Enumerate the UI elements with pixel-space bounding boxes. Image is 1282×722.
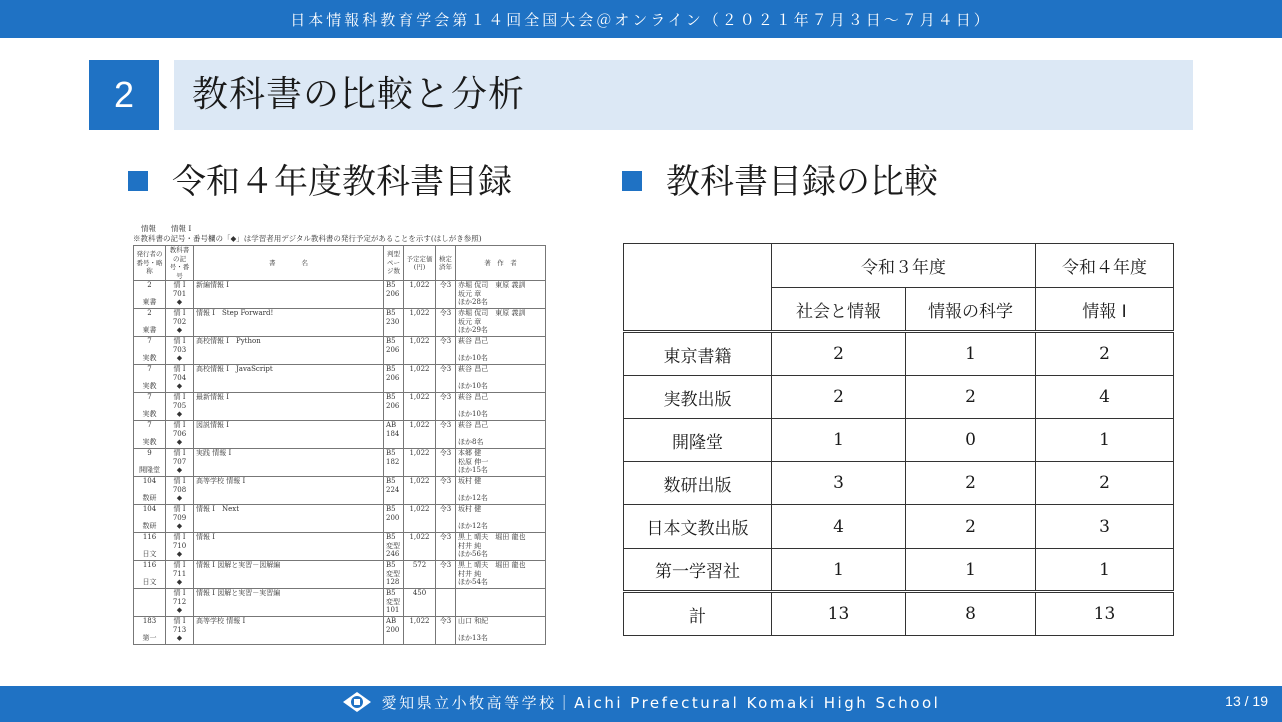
subject-header: 情報の科学 (906, 288, 1036, 332)
author-cell (456, 477, 546, 505)
title-cell: 高等学校 情報 I (194, 477, 384, 505)
section-title: 教科書の比較と分析 (192, 74, 526, 115)
digital-mark-icon: ◆ (176, 466, 183, 474)
book-number: 701 (172, 289, 187, 298)
page-count: 101 (386, 606, 400, 614)
page-count: 224 (386, 485, 400, 494)
value-cell: 1 (772, 419, 906, 462)
book-number: 708 (172, 485, 187, 494)
comparison-corner-cell (624, 244, 772, 332)
table-row (134, 561, 546, 589)
approved-year-cell: 令3 (436, 421, 456, 449)
price-cell: 1,022 (404, 477, 436, 505)
author-line: ほか15名 (458, 466, 488, 474)
author-cell (456, 449, 546, 477)
title-cell: 最新情報 I (194, 393, 384, 421)
subject-code: 情 I (173, 589, 186, 597)
author-cell (456, 393, 546, 421)
format-cell (384, 533, 404, 561)
publisher-cell (134, 505, 166, 533)
author-line: ほか10名 (458, 410, 488, 418)
author-line: ほか54名 (458, 578, 488, 586)
title-cell: 情報 I 図解と実習－実習編 (194, 589, 384, 617)
author-cell (456, 421, 546, 449)
section-title-box (174, 60, 1193, 130)
publisher-number: 183 (142, 617, 157, 625)
table-row (624, 419, 1174, 462)
catalog-note: ※教科書の記号・番号欄の「◆」は学習者用デジタル教科書の発行予定があることを示す(はしがき参照) (133, 234, 482, 243)
publisher-abbrev: 数研 (142, 494, 157, 502)
value-cell: 1 (1036, 549, 1174, 592)
publisher-abbrev: 日文 (142, 578, 157, 586)
table-row (624, 505, 1174, 549)
book-number: 712 (172, 597, 187, 606)
table-row (624, 332, 1174, 376)
code-cell (166, 561, 194, 589)
author-line: 萩谷 昌己 (458, 421, 489, 429)
author-cell (456, 505, 546, 533)
publisher-abbrev: 実教 (142, 354, 157, 362)
publisher-cell (134, 449, 166, 477)
approved-year-cell: 令3 (436, 533, 456, 561)
table-row (134, 393, 546, 421)
subject-code: 情 I (173, 421, 186, 429)
publisher-cell (134, 561, 166, 589)
format-cell (384, 505, 404, 533)
value-cell: 1 (906, 332, 1036, 376)
value-cell: 0 (906, 419, 1036, 462)
publisher-cell: 実教出版 (624, 376, 772, 419)
author-line: 村井 純 (458, 541, 482, 550)
digital-mark-icon: ◆ (176, 298, 183, 306)
publisher-cell (134, 589, 166, 617)
publisher-number: 7 (147, 365, 152, 373)
title-cell: 高等学校 情報 I (194, 617, 384, 645)
title-cell: 実践 情報 I (194, 449, 384, 477)
publisher-number: 7 (147, 421, 152, 429)
author-line: 坂村 健 (458, 505, 482, 513)
publisher-cell: 東京書籍 (624, 332, 772, 376)
code-cell (166, 337, 194, 365)
group-r4-header: 令和４年度 (1036, 244, 1174, 288)
publisher-cell (134, 533, 166, 561)
digital-mark-icon: ◆ (176, 550, 183, 558)
footer-bar (0, 686, 1282, 722)
author-cell (456, 533, 546, 561)
author-cell (456, 617, 546, 645)
page-count: 128 (386, 578, 400, 586)
format-cell (384, 421, 404, 449)
publisher-cell: 日本文教出版 (624, 505, 772, 549)
table-row (624, 549, 1174, 592)
value-cell: 2 (772, 332, 906, 376)
publisher-number: 2 (147, 281, 152, 289)
format-cell (384, 477, 404, 505)
book-number: 702 (172, 317, 187, 326)
code-cell (166, 477, 194, 505)
author-cell (456, 337, 546, 365)
value-cell: 2 (772, 376, 906, 419)
book-number: 705 (172, 401, 187, 410)
comparison-group-row (624, 244, 1174, 288)
publisher-cell (134, 365, 166, 393)
table-row (134, 589, 546, 617)
value-cell: 1 (772, 549, 906, 592)
book-number: 706 (172, 429, 187, 438)
author-line: 萩谷 昌己 (458, 393, 489, 401)
table-row (134, 309, 546, 337)
table-row (134, 449, 546, 477)
publisher-abbrev: 数研 (142, 522, 157, 530)
digital-mark-icon: ◆ (176, 578, 183, 586)
value-cell: 1 (906, 549, 1036, 592)
book-number: 709 (172, 513, 187, 522)
price-cell: 1,022 (404, 449, 436, 477)
subject-code: 情 I (173, 281, 186, 289)
code-cell (166, 505, 194, 533)
publisher-number: 2 (147, 309, 152, 317)
author-line: 山口 和紀 (458, 617, 489, 625)
approved-year-cell: 令3 (436, 309, 456, 337)
author-line: 赤堀 侃司 東原 義訓 (458, 281, 526, 289)
value-cell: 4 (1036, 376, 1174, 419)
value-cell: 2 (1036, 332, 1174, 376)
catalog-col-title: 書 名 (194, 246, 384, 281)
subject-code: 情 I (173, 477, 186, 485)
format-cell (384, 365, 404, 393)
comparison-table (623, 243, 1174, 636)
table-row (624, 462, 1174, 505)
price-cell: 1,022 (404, 365, 436, 393)
publisher-cell: 開隆堂 (624, 419, 772, 462)
author-line: ほか56名 (458, 550, 488, 558)
publisher-cell (134, 393, 166, 421)
digital-mark-icon: ◆ (176, 410, 183, 418)
format-cell (384, 281, 404, 309)
publisher-number: 116 (142, 533, 157, 541)
approved-year-cell: 令3 (436, 449, 456, 477)
page-count: 206 (386, 289, 400, 298)
author-line: ほか29名 (458, 326, 488, 334)
total-cell: 8 (906, 592, 1036, 636)
publisher-abbrev: 東書 (142, 326, 157, 334)
price-cell: 572 (404, 561, 436, 589)
format-value: B5 (386, 365, 396, 373)
price-cell: 1,022 (404, 309, 436, 337)
code-cell (166, 533, 194, 561)
table-row (134, 365, 546, 393)
digital-mark-icon: ◆ (176, 522, 183, 530)
approved-year-cell: 令3 (436, 281, 456, 309)
subject-code: 情 I (173, 393, 186, 401)
square-bullet-icon (622, 171, 642, 191)
subject-header: 社会と情報 (772, 288, 906, 332)
code-cell (166, 421, 194, 449)
publisher-cell (134, 421, 166, 449)
table-row (134, 617, 546, 645)
approved-year-cell: 令3 (436, 393, 456, 421)
author-line: 坂元 章 (458, 289, 482, 298)
catalog-col-format: 判型ページ数 (384, 246, 404, 281)
author-line: ほか13名 (458, 634, 488, 642)
table-row (134, 421, 546, 449)
value-cell: 3 (772, 462, 906, 505)
format-value: B5 (386, 505, 396, 513)
title-cell: 情報 I Step Forward! (194, 309, 384, 337)
format-cell (384, 337, 404, 365)
page-count: 206 (386, 401, 400, 410)
approved-year-cell: 令3 (436, 617, 456, 645)
table-row (134, 533, 546, 561)
section-number: 2 (89, 60, 159, 130)
total-cell: 13 (772, 592, 906, 636)
publisher-abbrev: 開隆堂 (139, 466, 160, 474)
format-cell (384, 309, 404, 337)
price-cell: 1,022 (404, 533, 436, 561)
page-count: 246 (386, 550, 400, 558)
page-number: 13 / 19 (1225, 693, 1268, 709)
publisher-cell (134, 617, 166, 645)
catalog-body (134, 281, 546, 645)
group-r3-header: 令和３年度 (772, 244, 1036, 288)
subject-code: 情 I (173, 561, 186, 569)
subject-code: 情 I (173, 505, 186, 513)
title-cell: 新編情報 I (194, 281, 384, 309)
author-line: ほか8名 (458, 438, 484, 446)
subject-code: 情 I (173, 449, 186, 457)
publisher-number: 104 (142, 505, 157, 513)
table-row (134, 337, 546, 365)
total-row (624, 592, 1174, 636)
book-number: 710 (172, 541, 187, 550)
digital-mark-icon: ◆ (176, 326, 183, 334)
publisher-abbrev: 東書 (142, 298, 157, 306)
footer-school (0, 686, 1282, 720)
price-cell: 1,022 (404, 617, 436, 645)
publisher-abbrev: 日文 (142, 550, 157, 558)
price-cell: 1,022 (404, 393, 436, 421)
value-cell: 3 (1036, 505, 1174, 549)
publisher-abbrev: 実教 (142, 382, 157, 390)
value-cell: 2 (1036, 462, 1174, 505)
approved-year-cell: 令3 (436, 505, 456, 533)
value-cell: 2 (906, 376, 1036, 419)
school-crest-icon (342, 691, 372, 713)
digital-mark-icon: ◆ (176, 634, 183, 642)
table-row (134, 477, 546, 505)
publisher-number: 104 (142, 477, 157, 485)
book-number: 711 (172, 569, 187, 578)
author-line: 村井 純 (458, 569, 482, 578)
page-count: 230 (386, 317, 400, 326)
author-cell (456, 561, 546, 589)
author-line: ほか28名 (458, 298, 488, 306)
author-cell (456, 589, 546, 617)
subject-code: 情 I (173, 533, 186, 541)
right-heading-text: 教科書目録の比較 (666, 162, 938, 202)
textbook-catalog (133, 224, 545, 649)
page-count: 182 (386, 457, 400, 466)
catalog-header-row (134, 246, 546, 281)
left-heading (128, 160, 512, 204)
page-count: 184 (386, 429, 400, 438)
value-cell: 2 (906, 462, 1036, 505)
book-number: 703 (172, 345, 187, 354)
format-value: B5 (386, 477, 396, 485)
approved-year-cell: 令3 (436, 561, 456, 589)
publisher-cell (134, 477, 166, 505)
book-number: 704 (172, 373, 187, 382)
digital-mark-icon: ◆ (176, 382, 183, 390)
format-value: B5 (386, 281, 396, 289)
price-cell: 1,022 (404, 337, 436, 365)
subject-code: 情 I (173, 365, 186, 373)
table-row (134, 505, 546, 533)
author-line: ほか12名 (458, 522, 488, 530)
price-cell: 450 (404, 589, 436, 617)
author-line: 黒上 晴夫 堀田 龍也 (458, 533, 526, 541)
format-value: B5変型 (386, 533, 400, 550)
left-heading-text: 令和４年度教科書目録 (172, 162, 512, 202)
publisher-cell (134, 281, 166, 309)
publisher-number: 7 (147, 337, 152, 345)
total-cell: 13 (1036, 592, 1174, 636)
author-line: ほか10名 (458, 354, 488, 362)
format-cell (384, 393, 404, 421)
code-cell (166, 617, 194, 645)
publisher-cell: 第一学習社 (624, 549, 772, 592)
value-cell: 4 (772, 505, 906, 549)
code-cell (166, 309, 194, 337)
author-line: 松原 伸一 (458, 457, 489, 466)
code-cell (166, 589, 194, 617)
code-cell (166, 281, 194, 309)
catalog-col-approved: 検定済年 (436, 246, 456, 281)
author-line: ほか12名 (458, 494, 488, 502)
table-row (134, 281, 546, 309)
code-cell (166, 393, 194, 421)
title-cell: 高校情報 I JavaScript (194, 365, 384, 393)
publisher-abbrev: 実教 (142, 410, 157, 418)
publisher-cell: 数研出版 (624, 462, 772, 505)
digital-mark-icon: ◆ (176, 438, 183, 446)
author-line: ほか10名 (458, 382, 488, 390)
subject-header: 情報 I (1036, 288, 1174, 332)
page-count: 200 (386, 625, 400, 634)
format-value: AB (386, 421, 397, 429)
author-line: 赤堀 侃司 東原 義訓 (458, 309, 526, 317)
digital-mark-icon: ◆ (176, 354, 183, 362)
author-line: 黒上 晴夫 堀田 龍也 (458, 561, 526, 569)
publisher-number: 116 (142, 561, 157, 569)
title-cell: 情報 I (194, 533, 384, 561)
title-cell: 図説情報 I (194, 421, 384, 449)
author-line: 本郷 健 (458, 449, 482, 457)
title-cell: 情報 I 図解と実習－図解編 (194, 561, 384, 589)
format-value: B5 (386, 449, 396, 457)
publisher-abbrev: 実教 (142, 438, 157, 446)
format-value: B5変型 (386, 589, 400, 606)
code-cell (166, 365, 194, 393)
author-cell (456, 309, 546, 337)
digital-mark-icon: ◆ (176, 494, 183, 502)
title-cell: 情報 I Next (194, 505, 384, 533)
footer-school-text: 愛知県立小牧高等学校｜Aichi Prefectural Komaki High School (381, 694, 941, 712)
publisher-abbrev: 第一 (142, 634, 157, 642)
format-cell (384, 449, 404, 477)
price-cell: 1,022 (404, 505, 436, 533)
subject-code: 情 I (173, 309, 186, 317)
catalog-table (133, 245, 546, 645)
publisher-cell (134, 309, 166, 337)
approved-year-cell: 令3 (436, 365, 456, 393)
code-cell (166, 449, 194, 477)
page-count: 206 (386, 373, 400, 382)
approved-year-cell: 令3 (436, 337, 456, 365)
value-cell: 1 (1036, 419, 1174, 462)
page-count: 206 (386, 345, 400, 354)
catalog-col-price: 予定定価(円) (404, 246, 436, 281)
book-number: 713 (172, 625, 187, 634)
approved-year-cell: 令3 (436, 477, 456, 505)
format-value: B5 (386, 337, 396, 345)
conference-title: 日本情報科教育学会第１４回全国大会＠オンライン（２０２１年７月３日～７月４日） (290, 11, 992, 29)
square-bullet-icon (128, 171, 148, 191)
catalog-col-publisher: 発行者の番号・略称 (134, 246, 166, 281)
format-value: B5 (386, 393, 396, 401)
author-line: 萩谷 昌己 (458, 337, 489, 345)
publisher-cell (134, 337, 166, 365)
format-value: AB (386, 617, 397, 625)
author-line: 坂元 章 (458, 317, 482, 326)
value-cell: 2 (906, 505, 1036, 549)
digital-mark-icon: ◆ (176, 606, 183, 614)
right-heading (622, 160, 938, 204)
format-value: B5 (386, 309, 396, 317)
catalog-col-code: 教科書の記号・番号 (166, 246, 194, 281)
price-cell: 1,022 (404, 281, 436, 309)
format-cell (384, 589, 404, 617)
author-line: 萩谷 昌己 (458, 365, 489, 373)
format-cell (384, 561, 404, 589)
price-cell: 1,022 (404, 421, 436, 449)
format-cell (384, 617, 404, 645)
author-cell (456, 365, 546, 393)
publisher-number: 9 (147, 449, 152, 457)
book-number: 707 (172, 457, 187, 466)
table-row (624, 376, 1174, 419)
format-value: B5変型 (386, 561, 400, 578)
subject-code: 情 I (173, 337, 186, 345)
title-cell: 高校情報 I Python (194, 337, 384, 365)
author-cell (456, 281, 546, 309)
catalog-caption: 情報 情報 I (141, 224, 192, 233)
catalog-col-author: 著 作 者 (456, 246, 546, 281)
approved-year-cell (436, 589, 456, 617)
publisher-number: 7 (147, 393, 152, 401)
conference-header-bar (0, 0, 1282, 38)
page-count: 200 (386, 513, 400, 522)
subject-code: 情 I (173, 617, 186, 625)
author-line: 坂村 健 (458, 477, 482, 485)
total-label: 計 (624, 592, 772, 636)
